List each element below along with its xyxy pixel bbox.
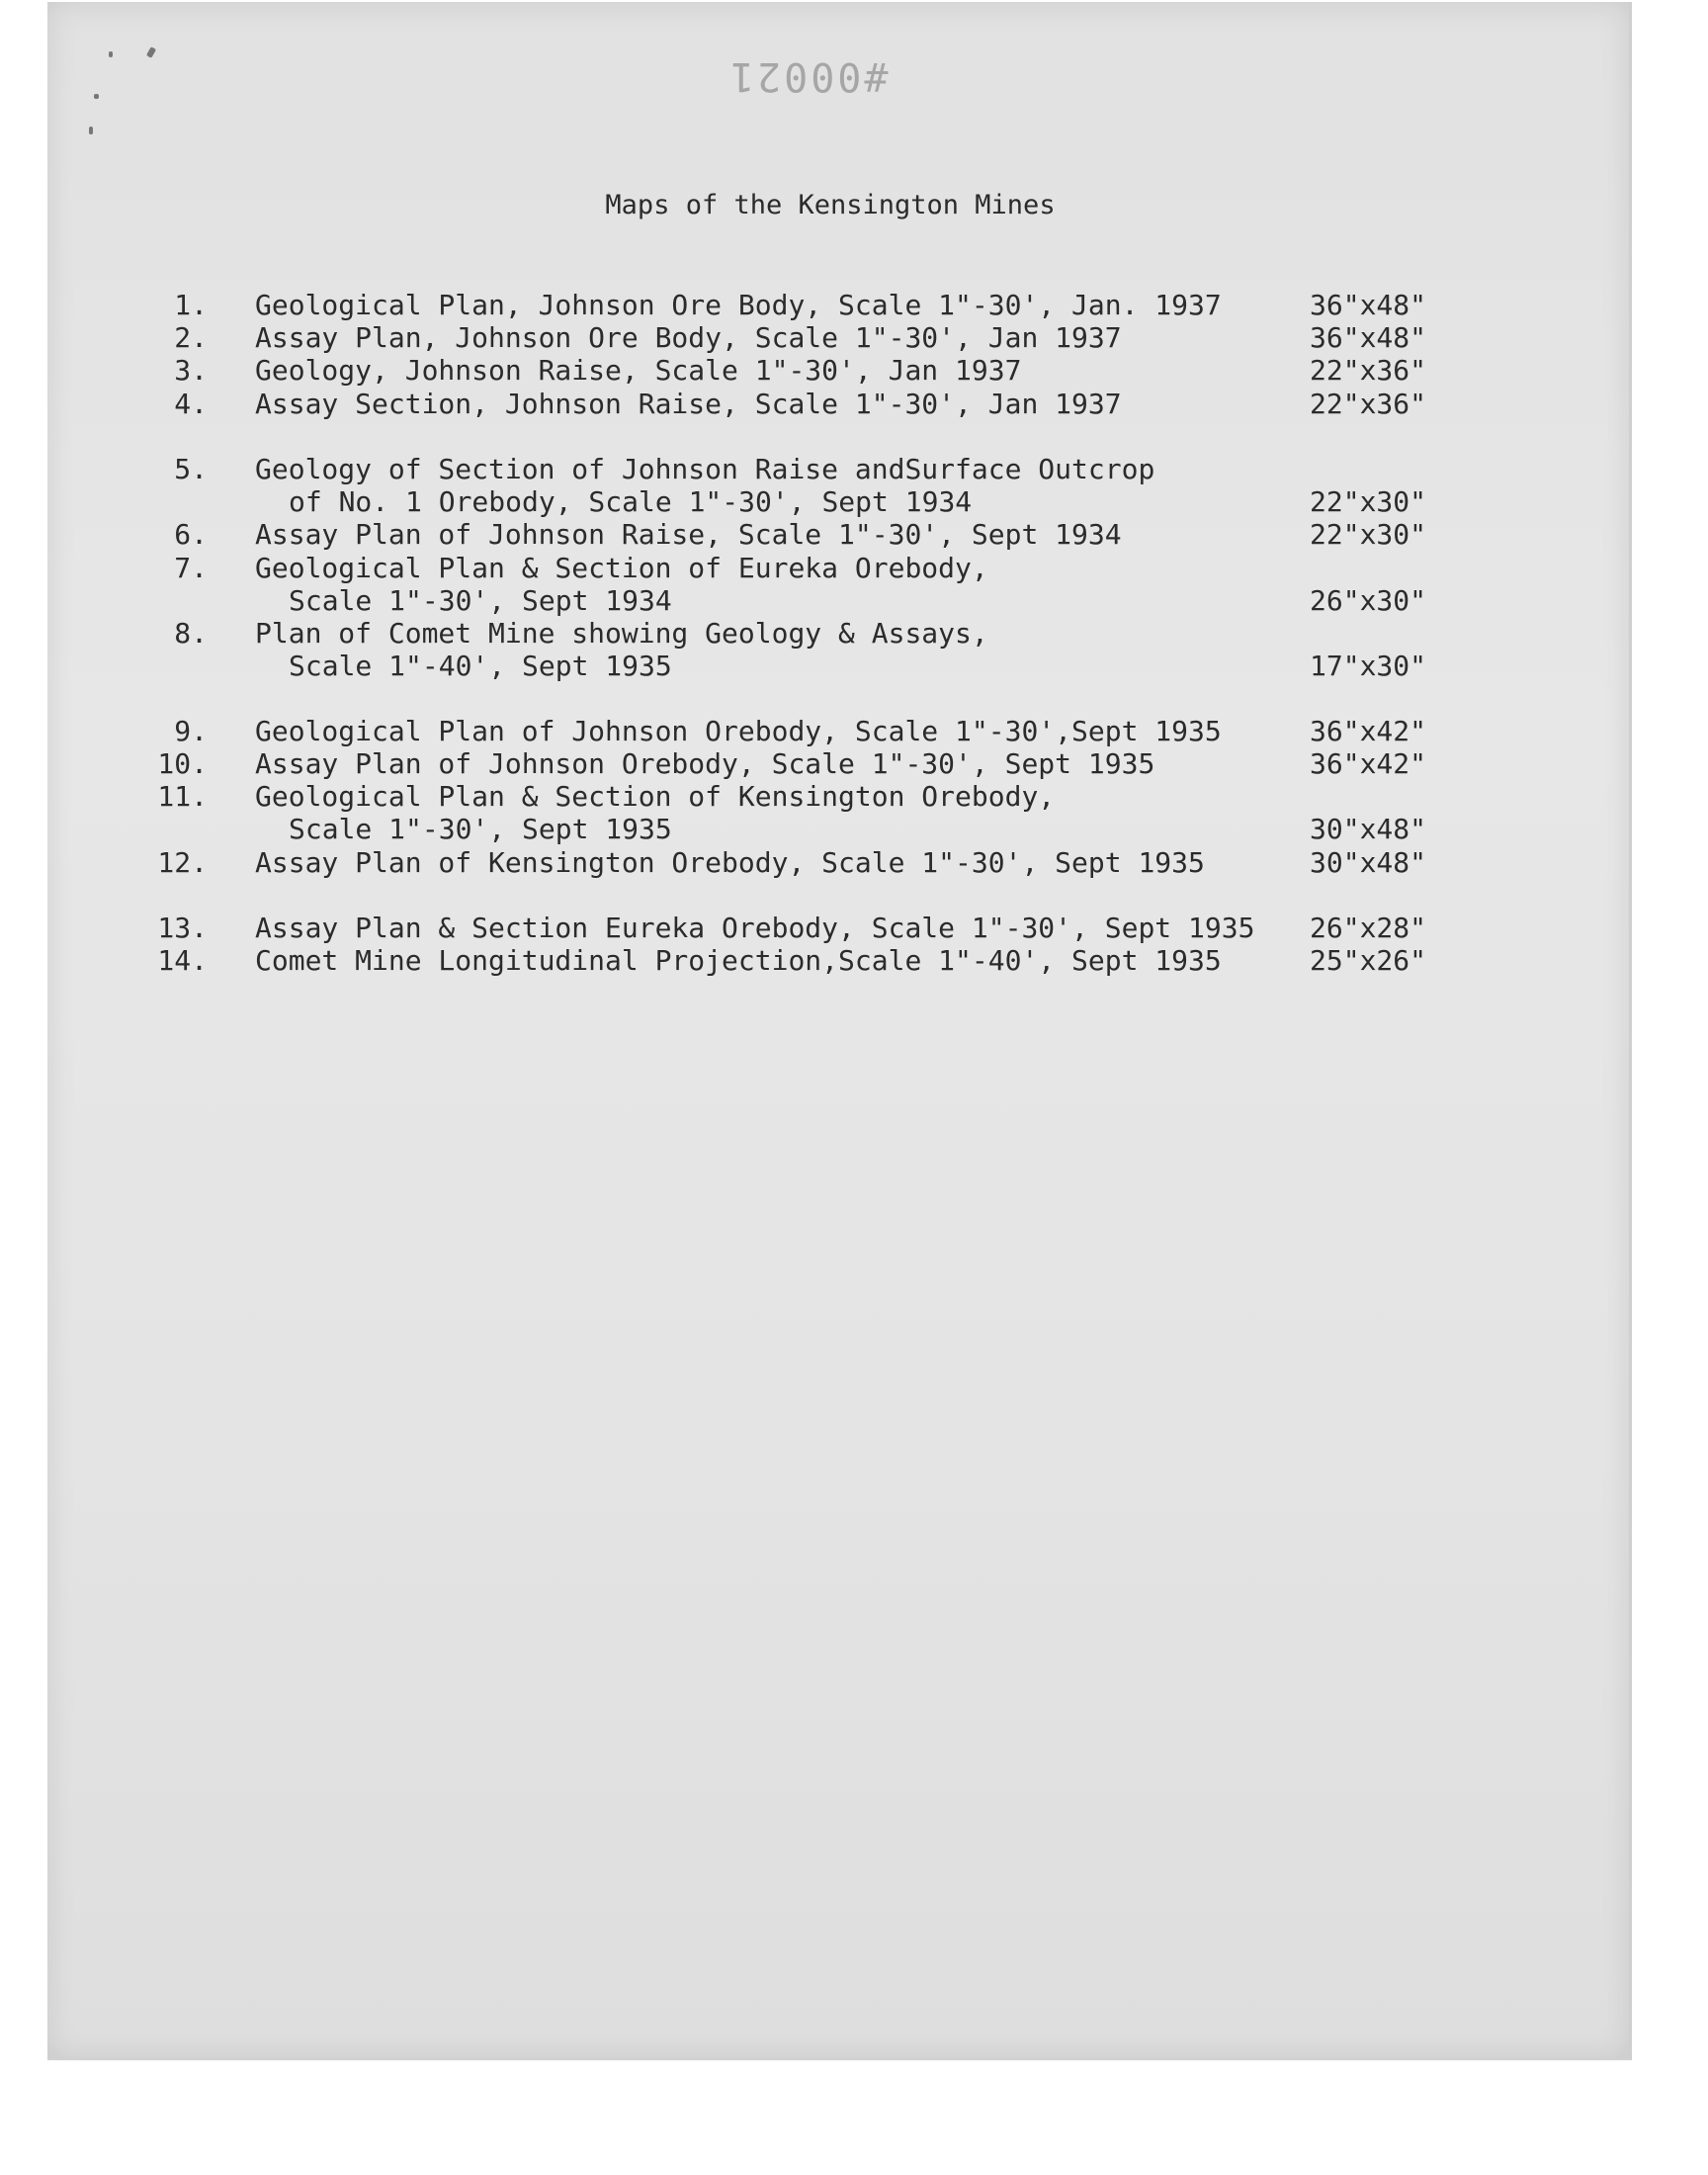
- list-item-description: Geological Plan & Section of Eureka Orebody,: [255, 552, 988, 584]
- list-item-number: 1.: [174, 289, 208, 321]
- paper-speck: [94, 94, 99, 99]
- list-item-description: Assay Plan of Kensington Orebody, Scale 1"-30', Sept 1935: [255, 846, 1205, 879]
- paper-speck: [89, 127, 93, 134]
- list-item-size: 22"x36": [1310, 354, 1427, 387]
- list-item-size: 26"x30": [1310, 584, 1427, 617]
- list-item-size: 36"x48": [1310, 289, 1427, 321]
- list-item-description: Scale 1"-40', Sept 1935: [289, 650, 672, 682]
- list-item-description: Geological Plan & Section of Kensington Orebody,: [255, 780, 1056, 813]
- archive-stamp: #00021: [727, 53, 889, 99]
- list-item-number: 2.: [174, 321, 208, 354]
- list-item-description: Scale 1"-30', Sept 1935: [289, 813, 672, 845]
- list-item-number: 14.: [157, 944, 208, 977]
- list-item-size: 26"x28": [1310, 912, 1427, 944]
- list-item-number: 9.: [174, 715, 208, 747]
- list-item-description: Assay Plan of Johnson Raise, Scale 1"-30', Sept 1934: [255, 518, 1122, 551]
- list-item-description: Assay Plan, Johnson Ore Body, Scale 1"-30', Jan 1937: [255, 321, 1122, 354]
- list-item-number: 11.: [157, 780, 208, 813]
- list-item-number: 12.: [157, 846, 208, 879]
- list-item-description: Assay Section, Johnson Raise, Scale 1"-30', Jan 1937: [255, 388, 1122, 420]
- list-item-description: Geological Plan, Johnson Ore Body, Scale 1"-30', Jan. 1937: [255, 289, 1222, 321]
- list-item-size: 22"x36": [1310, 388, 1427, 420]
- list-item-description: Geological Plan of Johnson Orebody, Scale 1"-30',Sept 1935: [255, 715, 1222, 747]
- list-item-description: Scale 1"-30', Sept 1934: [289, 584, 672, 617]
- list-item-description: Plan of Comet Mine showing Geology & Assays,: [255, 617, 988, 650]
- list-item-number: 10.: [157, 747, 208, 780]
- list-item-number: 6.: [174, 518, 208, 551]
- list-item-size: 30"x48": [1310, 846, 1427, 879]
- list-item-description: of No. 1 Orebody, Scale 1"-30', Sept 1934: [289, 485, 973, 518]
- list-item-size: 36"x42": [1310, 747, 1427, 780]
- list-item-number: 7.: [174, 552, 208, 584]
- list-item-size: 17"x30": [1310, 650, 1427, 682]
- list-item-description: Geology, Johnson Raise, Scale 1"-30', Jan 1937: [255, 354, 1022, 387]
- list-item-number: 5.: [174, 453, 208, 485]
- paper-speck: [109, 51, 113, 57]
- list-item-number: 8.: [174, 617, 208, 650]
- list-item-number: 13.: [157, 912, 208, 944]
- list-item-description: Assay Plan & Section Eureka Orebody, Scale 1"-30', Sept 1935: [255, 912, 1255, 944]
- document-title: Maps of the Kensington Mines: [605, 190, 1056, 220]
- list-item-number: 3.: [174, 354, 208, 387]
- list-item-description: Comet Mine Longitudinal Projection,Scale 1"-40', Sept 1935: [255, 944, 1222, 977]
- list-item-size: 30"x48": [1310, 813, 1427, 845]
- list-item-size: 36"x42": [1310, 715, 1427, 747]
- list-item-size: 22"x30": [1310, 485, 1427, 518]
- list-item-size: 25"x26": [1310, 944, 1427, 977]
- list-item-description: Geology of Section of Johnson Raise andSurface Outcrop: [255, 453, 1155, 485]
- list-item-description: Assay Plan of Johnson Orebody, Scale 1"-30', Sept 1935: [255, 747, 1155, 780]
- list-item-number: 4.: [174, 388, 208, 420]
- list-item-size: 22"x30": [1310, 518, 1427, 551]
- list-item-size: 36"x48": [1310, 321, 1427, 354]
